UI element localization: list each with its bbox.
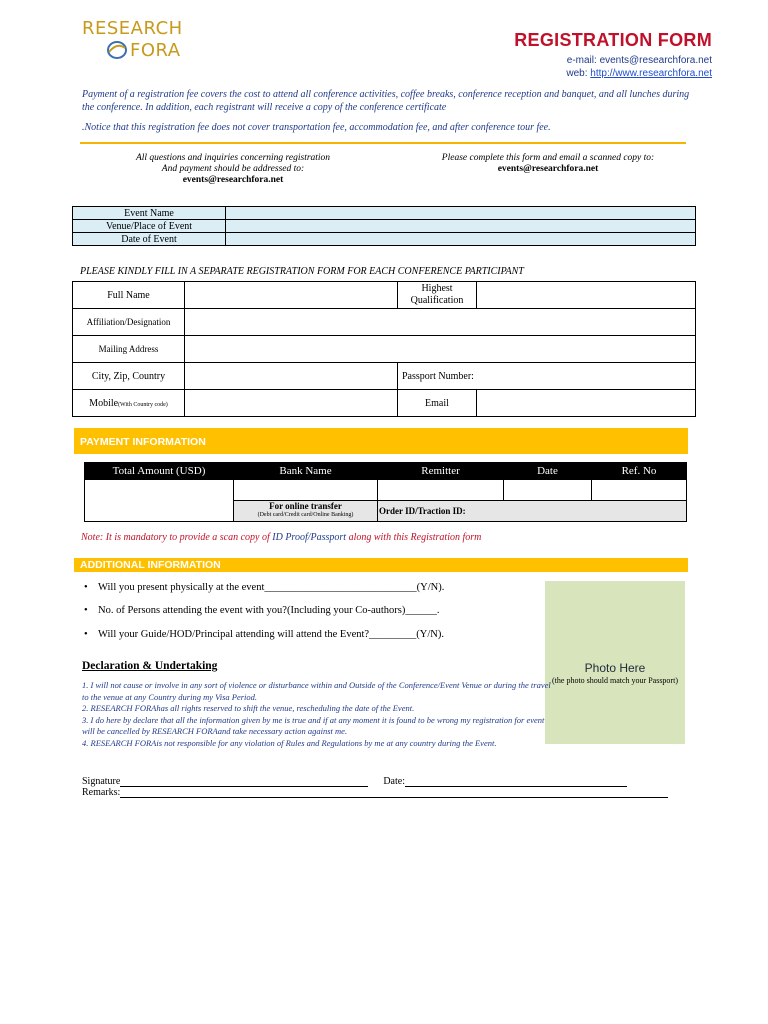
- declaration-item: 2. RESEARCH FORAhas all rights reserved to shift the venue, rescheduling the date of the Event.: [82, 703, 415, 713]
- col-date: Date: [504, 463, 592, 480]
- event-date-field[interactable]: [226, 233, 696, 246]
- signature-field[interactable]: [120, 776, 368, 787]
- table-row: [73, 363, 696, 390]
- additional-heading: ADDITIONAL INFORMATION: [80, 559, 221, 571]
- inquiries-block: [108, 153, 358, 186]
- question-guide-text: Will your Guide/HOD/Principal attending will attend the Event?_________(Y/N).: [98, 629, 445, 640]
- bullet-icon: •: [84, 582, 88, 593]
- date-field[interactable]: [504, 480, 592, 501]
- table-row: [73, 282, 696, 309]
- qualification-field[interactable]: [477, 282, 696, 309]
- remarks-row: [82, 787, 682, 798]
- mobile-note: (With Country code): [118, 401, 168, 408]
- date-signature-field[interactable]: [405, 776, 627, 787]
- separate-form-notice: PLEASE KINDLY FILL IN A SEPARATE REGISTRATION FORM FOR EACH CONFERENCE PARTICIPANT: [80, 266, 524, 277]
- payment-table: [84, 462, 687, 522]
- mandatory-note-suffix: along with this Registration form: [346, 532, 482, 543]
- email-field[interactable]: [477, 390, 696, 417]
- mobile-label: [73, 390, 185, 417]
- mobile-field[interactable]: [185, 390, 398, 417]
- question-persons-text: No. of Persons attending the event with you?(Including your Co-authors)______.: [98, 605, 440, 616]
- table-row: [73, 390, 696, 417]
- globe-icon: [106, 40, 128, 60]
- table-row: [85, 480, 687, 501]
- submission-block: [398, 153, 698, 175]
- online-transfer-cell: [234, 501, 378, 522]
- photo-subtitle: (the photo should match your Passport): [552, 676, 678, 685]
- question-present-text: Will you present physically at the event_____________________________(Y/N).: [98, 582, 445, 593]
- signature-section: [82, 776, 682, 798]
- ref-no-field[interactable]: [592, 480, 687, 501]
- web-label: web:: [566, 68, 588, 79]
- col-total-amount: Total Amount (USD): [85, 463, 234, 480]
- date-label: Date:: [383, 776, 405, 787]
- email-label: e-mail:: [566, 55, 597, 66]
- participant-table: [72, 281, 696, 417]
- mandatory-note-prefix: Note: It is mandatory to provide a scan copy of: [81, 532, 273, 543]
- event-name-field[interactable]: [226, 207, 696, 220]
- remitter-field[interactable]: [378, 480, 504, 501]
- event-date-label: Date of Event: [73, 233, 226, 246]
- affiliation-field[interactable]: [185, 309, 696, 336]
- declaration-text: [82, 680, 552, 749]
- mailing-address-field[interactable]: [185, 336, 696, 363]
- inquiries-line-2: And payment should be addressed to:: [161, 164, 305, 174]
- declaration-heading: Declaration & Undertaking: [82, 660, 218, 672]
- remarks-field[interactable]: [120, 787, 668, 798]
- full-name-field[interactable]: [185, 282, 398, 309]
- mandatory-note: [81, 532, 481, 543]
- website-link[interactable]: http://www.researchfora.net: [590, 68, 712, 79]
- divider: [80, 142, 686, 144]
- research-fora-logo: [82, 18, 212, 64]
- passport-label: Passport Number:: [402, 370, 474, 382]
- col-remitter: Remitter: [378, 463, 504, 480]
- table-row: [73, 309, 696, 336]
- mailing-address-label: Mailing Address: [73, 336, 185, 363]
- payment-heading-bar: [74, 428, 688, 454]
- online-transfer-label: For online transfer: [269, 501, 342, 511]
- intro-paragraph-2: .Notice that this registration fee does not cover transportation fee, accommodation fee, and after conference tour fee.: [82, 122, 551, 133]
- declaration-item: 1. I will not cause or involve in any sort of violence or disturbance within and Outside of the Conference/Event Venue or during the travel to the venue at any Country during my Visa Period.: [82, 680, 551, 702]
- mobile-label-text: Mobile: [89, 397, 119, 409]
- logo-text-fora: FORA: [130, 40, 181, 61]
- photo-placeholder[interactable]: [545, 581, 685, 744]
- email-label: Email: [398, 390, 477, 417]
- inquiries-email: events@researchfora.net: [182, 175, 284, 185]
- col-ref-no: Ref. No: [592, 463, 687, 480]
- mandatory-note-highlight: ID Proof/Passport: [272, 532, 347, 543]
- event-name-label: Event Name: [73, 207, 226, 220]
- order-id-label: Order ID/Traction ID:: [379, 506, 466, 516]
- contact-info: [566, 54, 712, 80]
- city-label: City, Zip, Country: [73, 363, 185, 390]
- page-title: REGISTRATION FORM: [514, 30, 712, 50]
- contact-email: events@researchfora.net: [599, 55, 712, 66]
- qualification-label: Highest Qualification: [398, 282, 477, 309]
- inquiries-line-1: All questions and inquiries concerning registration: [135, 153, 331, 163]
- question-guide[interactable]: [84, 629, 444, 640]
- passport-field[interactable]: [398, 363, 696, 390]
- intro-text: [82, 89, 694, 143]
- submission-line: Please complete this form and email a scanned copy to:: [441, 153, 655, 163]
- event-table: [72, 206, 696, 246]
- affiliation-label: Affiliation/Designation: [73, 309, 185, 336]
- city-field[interactable]: [185, 363, 398, 390]
- question-present[interactable]: [84, 582, 444, 593]
- declaration-item: 4. RESEARCH FORAis not responsible for any violation of Rules and Regulations by me at any country during the Event.: [82, 737, 497, 748]
- declaration-item: 3. I do here by declare that all the information given by me is true and if at any moment it is found to be wrong my registration for event will be cancelled by RESEARCH FORAand take necessary action against me.: [82, 714, 545, 736]
- table-row: [73, 336, 696, 363]
- col-bank-name: Bank Name: [234, 463, 378, 480]
- order-id-field[interactable]: [378, 501, 687, 522]
- bank-name-field[interactable]: [234, 480, 378, 501]
- intro-paragraph-1: Payment of a registration fee covers the cost to attend all conference activities, coffee breaks, conference reception and banquet, and all lunches during the conference. In addition, each registrant will receive a copy of the conference certificate: [82, 89, 690, 113]
- remarks-label: Remarks:: [82, 787, 121, 798]
- table-row: [73, 233, 696, 246]
- signature-label: Signature: [82, 776, 121, 787]
- event-venue-label: Venue/Place of Event: [73, 220, 226, 233]
- additional-heading-bar: [74, 558, 688, 572]
- total-amount-field[interactable]: [85, 480, 234, 522]
- table-header-row: [85, 463, 687, 480]
- table-row: [73, 207, 696, 220]
- full-name-label: Full Name: [73, 282, 185, 309]
- payment-heading: PAYMENT INFORMATION: [80, 436, 206, 448]
- photo-title: Photo Here: [584, 661, 646, 675]
- online-transfer-note: (Debt card/Credit card/Online Banking): [257, 512, 354, 518]
- event-venue-field[interactable]: [226, 220, 696, 233]
- submission-email: events@researchfora.net: [497, 164, 599, 174]
- question-persons[interactable]: [84, 605, 439, 616]
- logo-text-research: RESEARCH: [82, 18, 183, 39]
- bullet-icon: •: [84, 629, 88, 640]
- signature-row: [82, 776, 682, 787]
- bullet-icon: •: [84, 605, 88, 616]
- table-row: [73, 220, 696, 233]
